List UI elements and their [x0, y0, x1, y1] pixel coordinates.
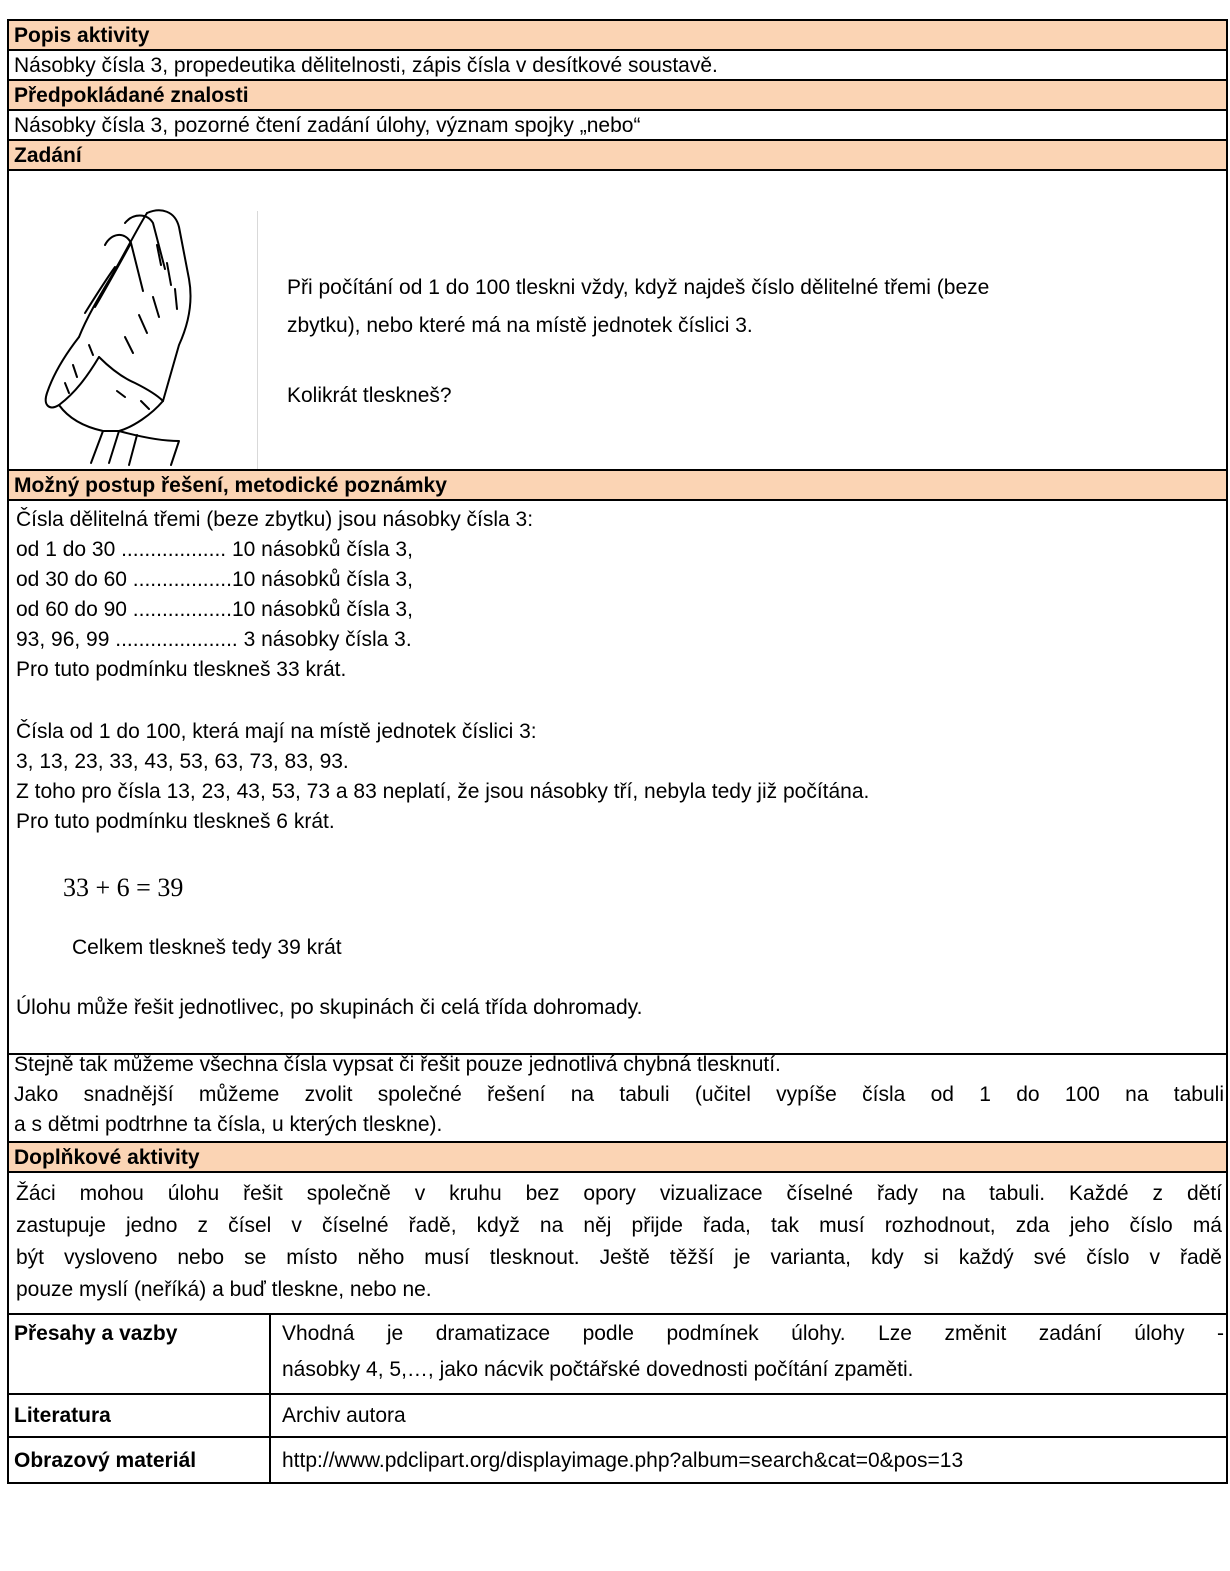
illustration-divider — [257, 211, 258, 471]
zadani-question: Kolikrát tleskneš? — [287, 384, 452, 407]
doplnkove-line-2: být vysloveno nebo se místo něho musí tlesknout. Ještě těžší je varianta, kdy si každý své číslo v řadě — [16, 1246, 1222, 1269]
postup-line-c0: Úlohu může řešit jednotlivec, po skupinách či celá třída dohromady. — [16, 996, 643, 1019]
postup-line-b2: Z toho pro čísla 13, 23, 43, 53, 73 a 83 neplatí, že jsou násobky tří, nebyla tedy již počítána. — [16, 780, 870, 803]
postup-line-a5: Pro tuto podmínku tleskneš 33 krát. — [16, 658, 347, 681]
postup-line-a4: 93, 96, 99 ..................... 3 násobky čísla 3. — [16, 628, 412, 651]
zadani-line-1: Při počítání od 1 do 100 tleskni vždy, když najdeš číslo dělitelné třemi (beze — [287, 276, 990, 299]
postup-line-a3: od 60 do 90 .................10 násobků čísla 3, — [16, 598, 413, 621]
doplnkove-heading: Doplňkové aktivity — [14, 1146, 200, 1169]
literatura-label: Literatura — [14, 1404, 111, 1427]
postup-line-c3: a s dětmi podtrhne ta čísla, u kterých tleskne). — [14, 1113, 443, 1136]
section-heading-popis — [7, 19, 1228, 51]
doplnkove-line-3: pouze myslí (neříká) a buď tleskne, nebo ne. — [16, 1278, 432, 1301]
equation: 33 + 6 = 39 — [63, 873, 184, 902]
zadani-body — [7, 169, 1228, 471]
literatura-value: Archiv autora — [282, 1404, 406, 1427]
popis-row — [7, 49, 1228, 81]
presahy-value-cell — [269, 1313, 1228, 1395]
obrazovy-value-cell — [269, 1436, 1228, 1484]
doplnkove-line-0: Žáci mohou úlohu řešit společně v kruhu bez opory vizualizace číselné řady na tabuli. Každé z dětí — [16, 1182, 1222, 1205]
section-heading-zadani — [7, 139, 1228, 171]
znalosti-heading: Předpokládané znalosti — [14, 84, 249, 107]
postup-line-b0: Čísla od 1 do 100, která mají na místě jednotek číslici 3: — [16, 720, 537, 743]
znalosti-row — [7, 109, 1228, 141]
popis-text: Násobky čísla 3, propedeutika dělitelnosti, zápis čísla v desítkové soustavě. — [14, 54, 718, 77]
section-heading-postup — [7, 469, 1228, 501]
postup-body — [7, 499, 1228, 1055]
literatura-label-cell — [7, 1393, 271, 1438]
section-heading-doplnkove — [7, 1141, 1228, 1173]
postup-body-tail — [7, 1053, 1228, 1143]
postup-line-b3: Pro tuto podmínku tleskneš 6 krát. — [16, 810, 335, 833]
postup-line-b1: 3, 13, 23, 33, 43, 53, 63, 73, 83, 93. — [16, 750, 349, 773]
praying-hands-icon — [29, 205, 209, 467]
obrazovy-label-cell — [7, 1436, 271, 1484]
presahy-line-1: Vhodná je dramatizace podle podmínek úlohy. Lze změnit zadání úlohy - — [282, 1322, 1224, 1345]
postup-heading: Možný postup řešení, metodické poznámky — [14, 474, 447, 497]
obrazovy-value: http://www.pdclipart.org/displayimage.php?album=search&cat=0&pos=13 — [282, 1449, 964, 1472]
obrazovy-label: Obrazový materiál — [14, 1449, 197, 1472]
literatura-value-cell — [269, 1393, 1228, 1438]
presahy-line-2: násobky 4, 5,…, jako nácvik počtářské dovednosti počítání zpaměti. — [282, 1358, 914, 1381]
presahy-label: Přesahy a vazby — [14, 1322, 178, 1345]
postup-line-c1: Stejně tak můžeme všechna čísla vypsat či řešit pouze jednotlivá chybná tlesknutí. — [14, 1053, 781, 1076]
zadani-line-2: zbytku), nebo které má na místě jednotek číslici 3. — [287, 314, 753, 337]
znalosti-text: Násobky čísla 3, pozorné čtení zadání úlohy, význam spojky „nebo“ — [14, 114, 641, 137]
postup-line-a1: od 1 do 30 .................. 10 násobků čísla 3, — [16, 538, 413, 561]
total-sentence: Celkem tleskneš tedy 39 krát — [72, 936, 342, 959]
presahy-label-cell — [7, 1313, 271, 1395]
section-heading-znalosti — [7, 79, 1228, 111]
postup-line-a2: od 30 do 60 .................10 násobků čísla 3, — [16, 568, 413, 591]
popis-heading: Popis aktivity — [14, 24, 150, 47]
doplnkove-line-1: zastupuje jedno z čísel v číselné řadě, když na něj přijde řada, tak musí rozhodnout, zda jeho číslo má — [16, 1214, 1222, 1237]
doplnkove-body — [7, 1171, 1228, 1315]
postup-line-a0: Čísla dělitelná třemi (beze zbytku) jsou násobky čísla 3: — [16, 508, 534, 531]
postup-line-c2: Jako snadnější můžeme zvolit společné řešení na tabuli (učitel vypíše čísla od 1 do 100 na tabuli — [14, 1083, 1224, 1106]
zadani-heading: Zadání — [14, 144, 82, 167]
